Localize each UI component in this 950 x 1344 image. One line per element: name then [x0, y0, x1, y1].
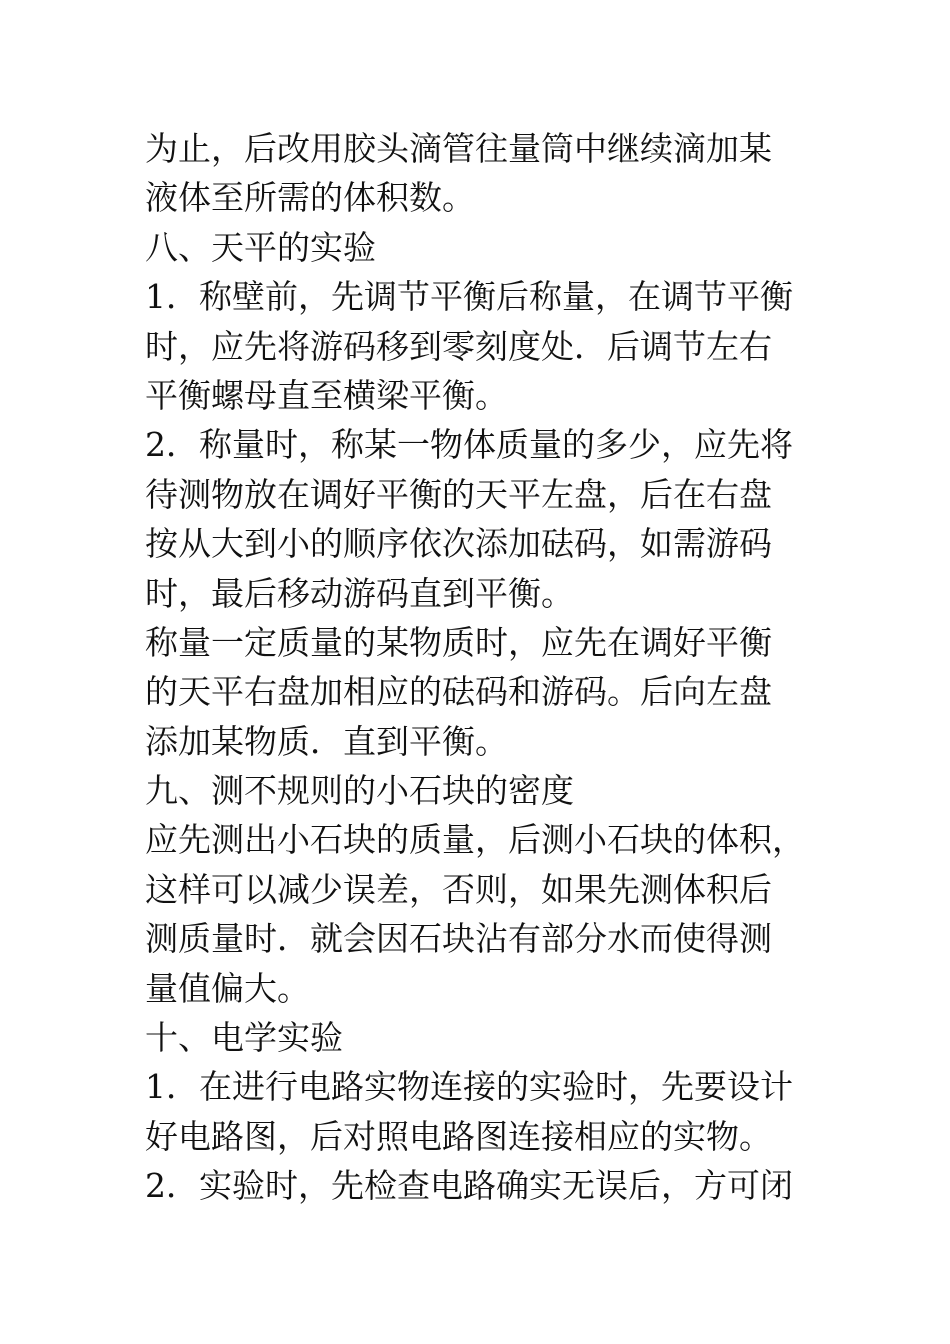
text-line: 的天平右盘加相应的砝码和游码。后向左盘: [145, 672, 772, 712]
text-line: 待测物放在调好平衡的天平左盘，后在右盘: [145, 474, 772, 514]
document-body: [145, 124, 825, 1211]
text-line: 2．称量时，称某一物体质量的多少，应先将: [145, 425, 793, 465]
text-line: 时，应先将游码移到零刻度处．后调节左右: [145, 326, 772, 366]
section-heading: 十、电学实验: [145, 1018, 343, 1058]
text-line: 1．称壁前，先调节平衡后称量，在调节平衡: [145, 277, 793, 317]
text-line: 为止，后改用胶头滴管往量筒中继续滴加某: [145, 129, 772, 168]
text-line: 应先测出小石块的质量，后测小石块的体积，: [145, 820, 805, 860]
section-heading: 八、天平的实验: [145, 227, 376, 267]
text-line: 好电路图，后对照电路图连接相应的实物。: [145, 1116, 772, 1156]
text-line: 2．实验时，先检查电路确实无误后，方可闭: [145, 1166, 793, 1206]
text-line: 量值偏大。: [145, 968, 310, 1008]
text-line: 添加某物质．直到平衡。: [145, 721, 508, 761]
text-line: 1．在进行电路实物连接的实验时，先要设计: [145, 1067, 793, 1107]
text-line: 称量一定质量的某物质时，应先在调好平衡: [145, 622, 772, 662]
text-line: 这样可以减少误差，否则，如果先测体积后: [145, 869, 772, 909]
text-line: 按从大到小的顺序依次添加砝码，如需游码: [145, 524, 772, 564]
text-line: 液体至所需的体积数。: [145, 178, 475, 218]
text-line: 测质量时．就会因石块沾有部分水而使得测: [145, 919, 772, 959]
section-heading: 九、测不规则的小石块的密度: [145, 771, 574, 811]
text-line: 时，最后移动游码直到平衡。: [145, 573, 574, 613]
text-line: 平衡螺母直至横梁平衡。: [145, 375, 508, 415]
